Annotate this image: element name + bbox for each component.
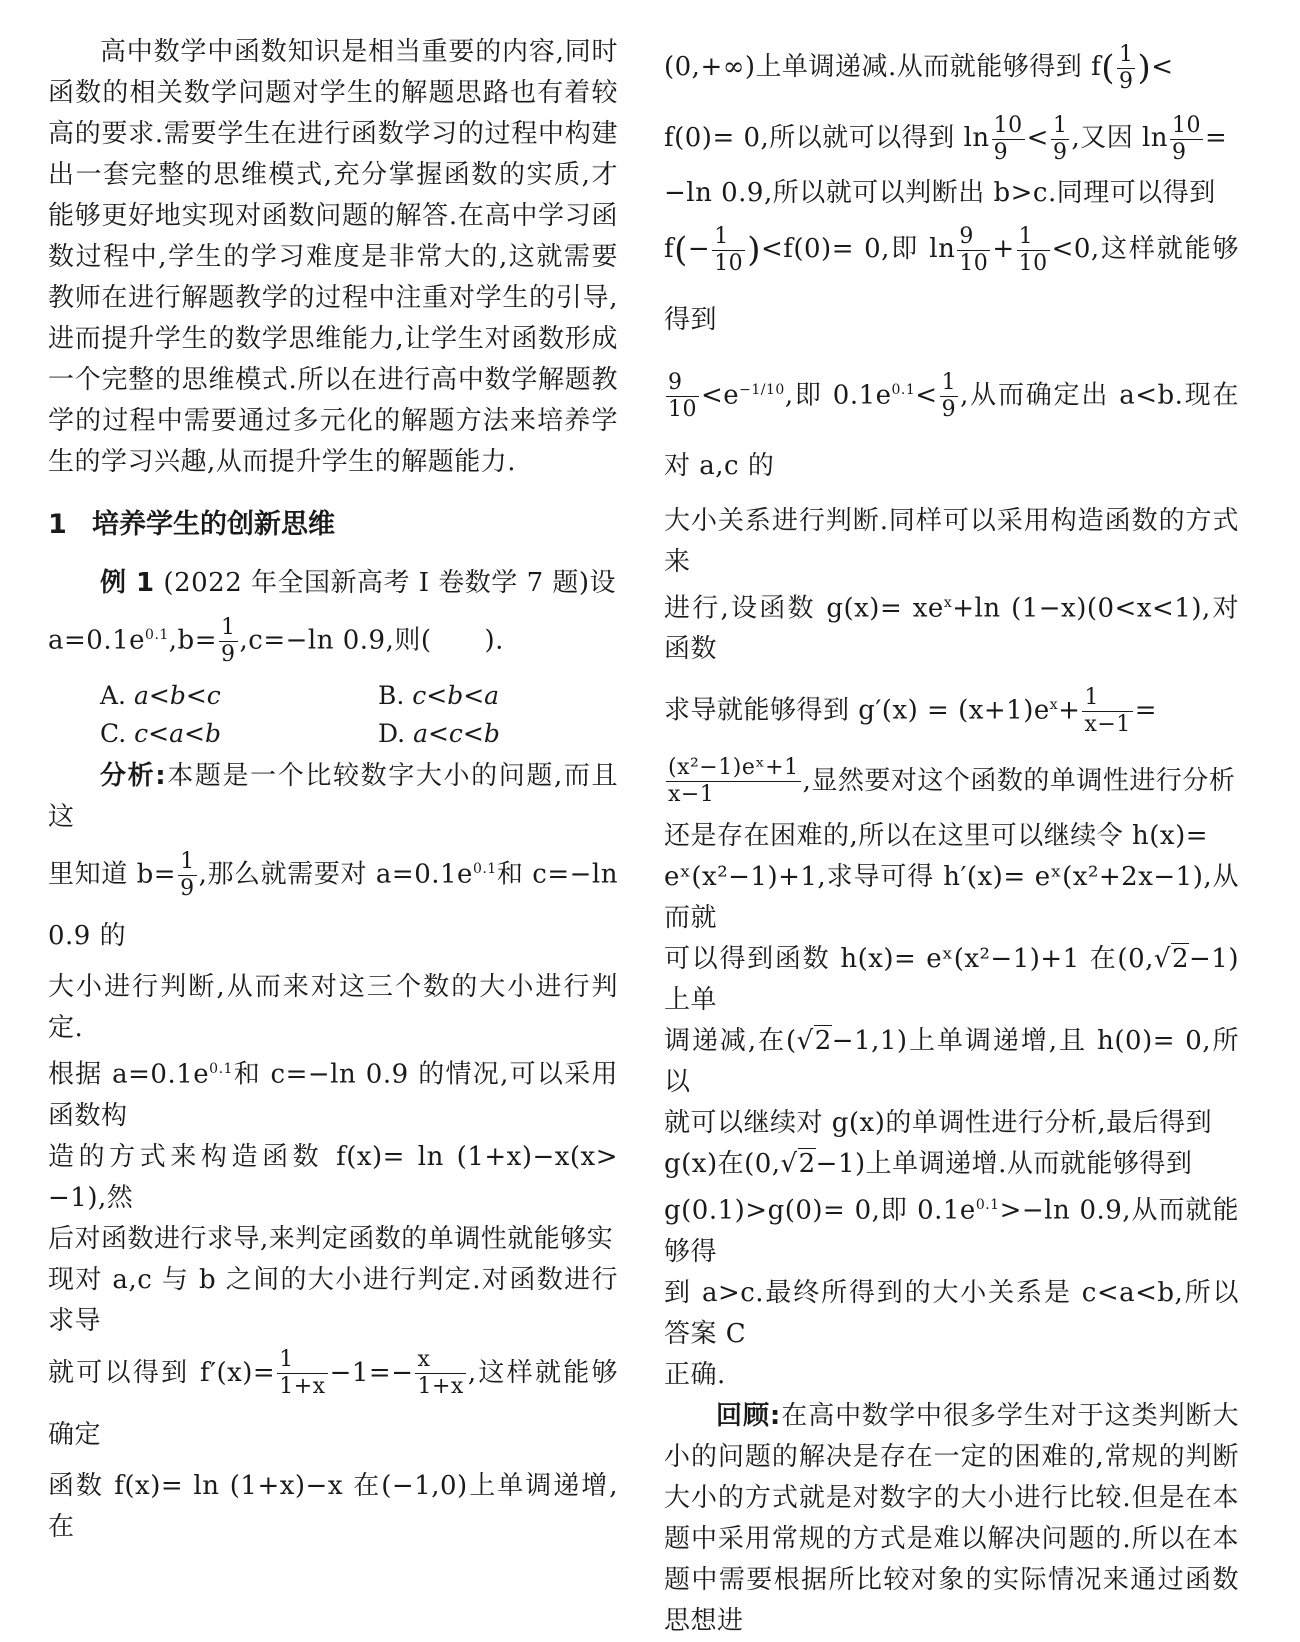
right-column <box>664 32 1239 1642</box>
left-column <box>48 32 618 1548</box>
analysis-line-5: 造的方式来构造函数 f(x)= ln (1+x)−x(x>−1),然 <box>48 1141 618 1213</box>
analysis-label: 分析: <box>100 760 167 791</box>
answer-options <box>48 678 618 752</box>
example-definition: $a=0.1e^{0.1},b=$ $\frac{1}{9}$ ,c=−ln 0.9,则( ). <box>48 615 504 668</box>
review-paragraph: 回顾:在高中数学中很多学生对于这类判断大小的问题的解决是存在一定的困难的,常规的判断大小的方式就是对数字的大小进行比较.但是在本题中采用常规的方式是难以解决问题的.所以在本题中需要根据所比较对象的实际情况来通过函数思想进 <box>664 1400 1239 1636</box>
analysis-line-4: 根据 $a=0.1e^{0.1}$和 c=−ln 0.9 的情况,可以采用函数构 <box>48 1059 618 1131</box>
fraction-one-ninth: $\frac{1}{9}$ <box>1118 41 1134 94</box>
right-line-15: g(x)在(0,√2−1)上单调递增.从而就能够得到 <box>664 1148 1193 1179</box>
example-label: 例 1 <box>100 568 155 598</box>
analysis-line-6: 后对函数进行求导,来判定函数的单调性就能够实 <box>48 1223 614 1254</box>
right-line-2: f(0)= 0,所以就可以得到 ln $\frac{10}{9}$ < $\frac{1}{9}$ ,又因 ln $\frac{10}{9}$ = <box>664 112 1228 165</box>
fraction-derivative-1: $\frac{1}{1+x}$ <box>279 1347 326 1400</box>
review-label: 回顾: <box>716 1400 781 1431</box>
analysis-line-9: 函数 f(x)= ln (1+x)−x 在(−1,0)上单调递增,在 <box>48 1470 618 1542</box>
right-line-7: 进行,设函数 $g(x)= xe^x+\ln$ (1−x)(0<x<1),对函数 <box>664 593 1239 665</box>
right-line-10: 还是存在困难的,所以在这里可以继续令 h(x)= <box>664 820 1209 851</box>
example-header <box>48 563 618 604</box>
option-c: C. c<a<b <box>100 718 221 748</box>
right-line-13: 调递减,在(√2−1,1)上单调递增,且 h(0)= 0,所以 <box>664 1025 1239 1097</box>
analysis-line-3: 大小进行判断,从而来对这三个数的大小进行判定. <box>48 972 618 1044</box>
right-line-9: $\frac{\text{(x²−1)eˣ+1}}{x-1}$ ,显然要对这个函数的单调性进行分析 <box>668 755 1236 808</box>
section-heading <box>48 505 618 545</box>
analysis-line-7: 现对 a,c 与 b 之间的大小进行判定.对函数进行求导 <box>48 1264 618 1336</box>
right-line-17: 到 a>c.最终所得到的大小关系是 c<a<b,所以答案 C <box>664 1277 1239 1349</box>
option-a: A. a<b<c <box>100 680 221 710</box>
right-line-18: 正确. <box>664 1359 726 1390</box>
right-line-1: (0,+∞)上单调递减.从而就能够得到 f( $\frac{1}{9}$ )< <box>664 41 1174 94</box>
right-line-8: 求导就能够得到 $g'(x) = (x+1)e^x+$ $\frac{1}{x-1}$ = <box>664 685 1158 738</box>
right-line-3: −ln 0.9,所以就可以判断出 b>c.同理可以得到 <box>664 178 1216 208</box>
example-source: (2022 年全国新高考 Ⅰ 卷数学 7 题)设 <box>163 568 617 598</box>
section-number: 1 <box>48 509 67 540</box>
section-title: 培养学生的创新思维 <box>92 509 335 540</box>
fraction-b-analysis: $\frac{1}{9}$ <box>180 848 195 901</box>
option-b: B. c<b<a <box>378 680 500 710</box>
right-line-6: 大小关系进行判断.同样可以采用构造函数的方式来 <box>664 505 1239 577</box>
option-d: D. a<c<b <box>378 718 500 748</box>
analysis-line-1: 分析:本题是一个比较数字大小的问题,而且这 <box>48 760 619 832</box>
analysis-line-8: 就可以得到 f′(x)= $\frac{1}{1+x}$ −1=− $\frac{x}{1+x}$ ,这样就能够确定 <box>48 1347 619 1450</box>
right-line-16: g(0.1)>g(0)= 0,即 $0.1e^{0.1}>-\ln$ 0.9,从而就能够得 <box>664 1195 1239 1267</box>
right-line-12: 可以得到函数 h(x)= eˣ(x²−1)+1 在(0,√2−1)上单 <box>664 943 1239 1015</box>
fraction-b: $\frac{1}{9}$ <box>221 615 236 668</box>
right-line-14: 就可以继续对 g(x)的单调性进行分析,最后得到 <box>664 1107 1213 1138</box>
right-line-11: eˣ(x²−1)+1,求导可得 h′(x)= eˣ(x²+2x−1),从而就 <box>664 861 1239 933</box>
intro-paragraph: 高中数学中函数知识是相当重要的内容,同时函数的相关数学问题对学生的解题思路也有着较高的要求.需要学生在进行函数学习的过程中构建出一套完整的思维模式,充分掌握函数的实质,才能够更好地实现对函数问题的解答.在高中学习函数过程中,学生的学习难度是非常大的,这就需要教师在进行解题教学的过程中注重对学生的引导,进而提升学生的数学思维能力,让学生对函数形成一个完整的思维模式.所以在进行高中数学解题教学的过程中需要通过多元化的解题方法来培养学生的学习兴趣,从而提升学生的解题能力. <box>48 37 618 477</box>
right-line-5: $\frac{9}{10}$ $<e^{-1/10}$,即 $0.1e^{0.1}<$ $\frac{1}{9}$ ,从而确定出 a<b.现在对 a,c 的 <box>664 370 1239 481</box>
right-line-4: f(− $\frac{1}{10}$ )<f(0)= 0,即 ln $\frac{9}{10}$ + $\frac{1}{10}$ <0,这样就能够得到 <box>664 223 1239 335</box>
analysis-line-2: 里知道 b= $\frac{1}{9}$ ,那么就需要对 $a=0.1e^{0.1}$和 c=−ln 0.9 的 <box>48 848 618 952</box>
fraction-derivative-2: $\frac{x}{1+x}$ <box>417 1347 464 1400</box>
